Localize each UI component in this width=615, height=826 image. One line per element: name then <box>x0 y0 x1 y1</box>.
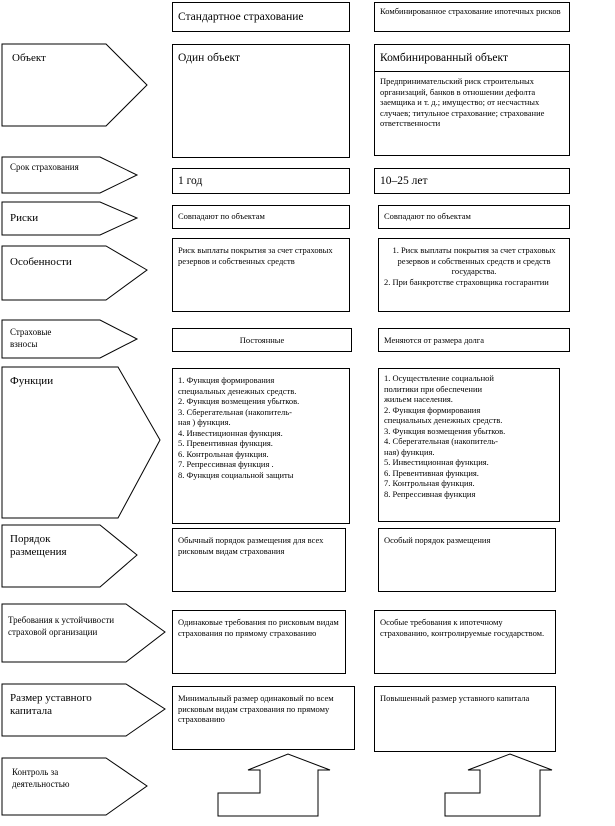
risks-combined: Совпадают по объектам <box>378 205 570 229</box>
term-combined: 10–25 лет <box>374 168 570 194</box>
functions-combined-line: ная) функция. <box>384 446 435 457</box>
object-standard: Один объект <box>172 44 350 158</box>
functions-standard-line: 1. Функция формирования <box>178 375 275 385</box>
capital-combined: Повышенный размер уставного капитала <box>374 686 556 752</box>
label-stability: Требования к устойчивости страховой организации <box>8 615 115 637</box>
functions-standard-line: 2. Функция возмещения убытков. <box>178 396 300 406</box>
functions-standard-line: 7. Репрессивная функция . <box>178 459 274 469</box>
header-combined: Комбинированное страхование ипотечных рисков <box>374 2 570 32</box>
placement-combined: Особый порядок размещения <box>378 528 556 592</box>
functions-combined-line: 3. Функция возмещения убытков. <box>384 425 506 436</box>
functions-combined-line: жильем населения. <box>384 394 453 404</box>
label-risks: Риски <box>10 212 39 224</box>
label-term: Срок страхования <box>10 162 79 172</box>
object-combined <box>374 44 570 156</box>
stability-combined: Особые требования к ипотечному страхованию, контролируемые государством. <box>374 610 556 674</box>
features-combined <box>378 238 570 312</box>
risks-standard: Совпадают по объектам <box>172 205 350 229</box>
premiums-standard: Постоянные <box>172 328 352 352</box>
up-arrow-standard <box>218 754 330 816</box>
object-combined-detail: Предпринимательский риск строительных организаций, банков в отношении дефолта заемщика и т. д.; имущество; от несчастных случаев; титульное страхование; страхование ответственности <box>380 76 545 128</box>
label-functions: Функции <box>10 375 54 387</box>
row-arrow-features <box>2 246 147 300</box>
label-premiums: Страховые взносы <box>10 327 52 349</box>
functions-standard-line: специальных денежных средств. <box>178 385 297 396</box>
functions-standard-line: 5. Превентивная функция. <box>178 438 273 448</box>
object-combined-title: Комбинированный объект <box>380 52 508 64</box>
functions-combined-line: 2. Функция формирования <box>384 404 481 415</box>
up-arrow-combined <box>445 754 552 816</box>
functions-standard-line: 3. Сберегательная (накопитель- <box>178 406 292 417</box>
functions-standard-line: 8. Функция социальной защиты <box>178 469 294 480</box>
functions-combined-line: специальных денежных средств. <box>384 415 503 425</box>
features-combined-item-1: 1. Риск выплаты покрытия за счет страховых резервов и собственных средств и средств государства. <box>392 245 556 276</box>
functions-combined <box>378 368 560 522</box>
features-standard: Риск выплаты покрытия за счет страховых резервов и собственных средств <box>172 238 350 312</box>
label-capital: Размер уставного капитала <box>10 692 92 717</box>
placement-standard: Обычный порядок размещения для всех рисковым видам страхования <box>172 528 346 592</box>
header-standard: Стандартное страхование <box>172 2 350 32</box>
functions-standard <box>172 368 350 524</box>
stability-standard: Одинаковые требования по рисковым видам страхования по прямому страхованию <box>172 610 346 674</box>
functions-combined-line: 5. Инвестиционная функция. <box>384 457 489 467</box>
functions-standard-line: ная ) функция. <box>178 417 231 427</box>
functions-combined-line: 1. Осуществление социальной <box>384 373 494 383</box>
functions-combined-line: 6. Превентивная функция. <box>384 467 479 478</box>
term-standard: 1 год <box>172 168 350 194</box>
functions-combined-line: 8. Репрессивная функция <box>384 488 476 499</box>
label-object: Объект <box>12 52 46 64</box>
premiums-combined: Меняются от размера долга <box>378 328 570 352</box>
label-placement: Порядок размещения <box>10 533 67 558</box>
row-arrow-functions <box>2 367 160 518</box>
functions-combined-line: 4. Сберегательная (накопитель- <box>384 436 498 446</box>
functions-combined-line: политики при обеспечении <box>384 383 483 394</box>
functions-standard-line: 4. Инвестиционная функция. <box>178 427 283 438</box>
label-features: Особенности <box>10 256 72 268</box>
functions-combined-line: 7. Контрольная функция. <box>384 478 475 488</box>
capital-standard: Минимальный размер одинаковый по всем рисковым видам страхования по прямому страхованию <box>172 686 355 750</box>
functions-standard-line: 6. Контрольная функция. <box>178 448 269 459</box>
label-control: Контроль за деятельностью <box>12 767 70 789</box>
features-combined-item-2: 2. При банкротстве страховщика госгарантии <box>384 276 549 287</box>
